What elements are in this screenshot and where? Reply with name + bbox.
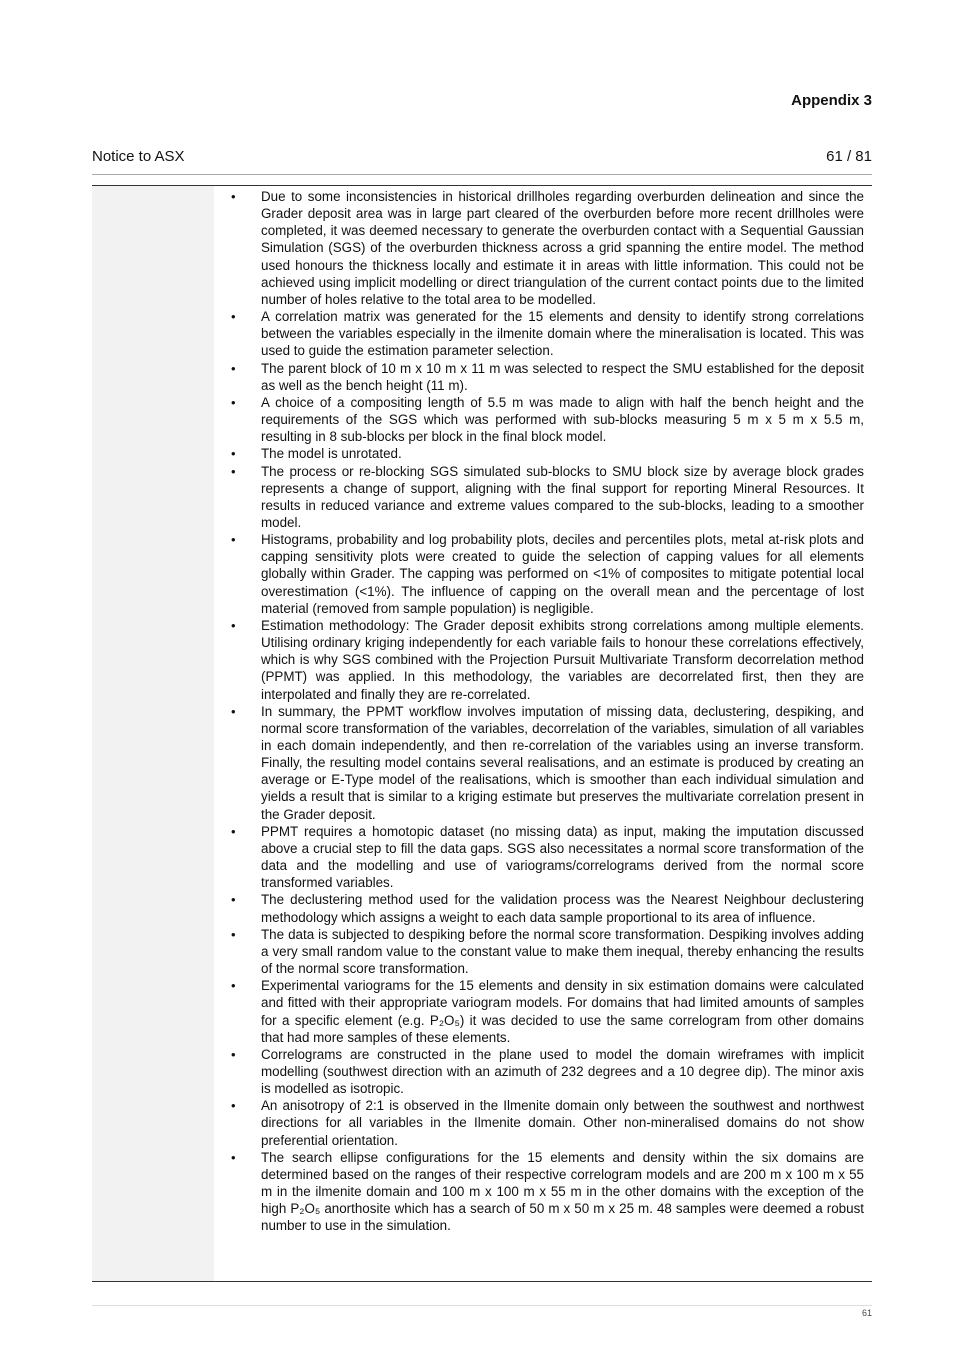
list-item bbox=[216, 394, 864, 445]
list-item-text: Correlograms are constructed in the plane used to model the domain wireframes with implicit modelling (southwest direction with an azimuth of 232 degrees and a 10 degree dip). The minor axis is modelled as isotropic. bbox=[261, 1046, 864, 1097]
document-title: Notice to ASX bbox=[92, 148, 185, 165]
page-indicator: 61 / 81 bbox=[826, 148, 872, 165]
footer-rule bbox=[92, 1305, 872, 1306]
table-bottom-border bbox=[92, 1281, 872, 1282]
list-item bbox=[216, 445, 864, 462]
list-item-text: A choice of a compositing length of 5.5 m was made to align with half the bench height and the requirements of the SGS which was performed with sub-blocks measuring 5 m x 5 m x 5.5 m, resulting in 8 sub-blocks per block in the final block model. bbox=[261, 394, 864, 445]
bullet-icon: • bbox=[231, 309, 236, 325]
list-item bbox=[216, 926, 864, 977]
list-item bbox=[216, 531, 864, 617]
table-content-cell bbox=[216, 188, 864, 1235]
list-item-text: The model is unrotated. bbox=[261, 446, 402, 462]
list-item-text: The declustering method used for the validation process was the Nearest Neighbour declustering methodology which assigns a weight to each data sample proportional to its area of influence. bbox=[261, 892, 864, 925]
list-item bbox=[216, 1046, 864, 1097]
list-item bbox=[216, 360, 864, 394]
list-item-text: The search ellipse configurations for the 15 elements and density within the six domains are determined based on the ranges of their respective correlogram models and are 200 m x 100 m x 55 m in the ilmenite domain and 100 m x 100 m x 55 m in the other domains with the exception of the high P₂O₅ anorthosite which has a search of 50 m x 50 m x 25 m. 48 samples were deemed a robust number to use in the simulation. bbox=[261, 1149, 864, 1234]
bullet-icon: • bbox=[231, 189, 236, 204]
list-item-text: PPMT requires a homotopic dataset (no missing data) as input, making the imputation discussed above a crucial step to fill the data gaps. SGS also necessitates a normal score transformation of the data and the modelling and use of variograms/correlograms derived from the normal score transformed variables. bbox=[261, 823, 864, 891]
bullet-list bbox=[216, 188, 864, 1235]
list-item bbox=[216, 308, 864, 359]
list-item bbox=[216, 188, 864, 308]
list-item-text: Experimental variograms for the 15 elements and density in six estimation domains were calculated and fitted with their appropriate variogram models. For domains that had limited amounts of samples for a specific element (e.g. P₂O₅) it was decided to use the same correlogram from other domains that had more samples of these elements. bbox=[261, 978, 864, 1045]
list-item-text: A correlation matrix was generated for the 15 elements and density to identify strong correlations between the variables especially in the ilmenite domain where the mineralisation is located. This was used to guide the estimation parameter selection. bbox=[261, 309, 864, 359]
bullet-icon: • bbox=[231, 892, 236, 908]
list-item bbox=[216, 891, 864, 925]
bullet-icon: • bbox=[231, 463, 236, 479]
bullet-icon: • bbox=[231, 360, 236, 376]
list-item bbox=[216, 977, 864, 1046]
bullet-icon: • bbox=[231, 446, 236, 462]
list-item-text: Estimation methodology: The Grader deposit exhibits strong correlations among multiple elements. Utilising ordinary kriging independently for each variable fails to honour these correlations effectively, which is why SGS combined with the Projection Pursuit Multivariate Transform decorrelation method (PPMT) was applied. In this methodology, the variables are decorrelated first, then they are interpolated and finally they are re-correlated. bbox=[261, 617, 864, 702]
list-item-text: In summary, the PPMT workflow involves imputation of missing data, declustering, despiking, and normal score transformation of the variables, decorrelation of the variables, simulation of all variables in each domain independently, and then re-correlation of the variables using an inverse transform. Finally, the resulting model contains several realisations, and an estimate is produced by creating an average or E-Type model of the realisations, which is smoother than each individual simulation and yields a result that is similar to a kriging estimate but preserves the multivariate correlation present in the Grader deposit. bbox=[261, 703, 864, 822]
bullet-icon: • bbox=[231, 617, 236, 633]
list-item-text: Due to some inconsistencies in historical drillholes regarding overburden delineation and since the Grader deposit area was in large part cleared of the overburden before more recent drillholes were completed, it was deemed necessary to generate the overburden contact with a Sequential Gaussian Simulation (SGS) of the overburden thickness across a grid spanning the entire model. The method used honours the thickness locally and estimate it in areas with little information. This could not be achieved using implicit modelling or direct triangulation of the current contact points due to the limited number of holes relative to the total area to be modelled. bbox=[261, 189, 864, 307]
list-item bbox=[216, 823, 864, 892]
bullet-icon: • bbox=[231, 532, 236, 548]
bullet-icon: • bbox=[231, 1149, 236, 1165]
bullet-icon: • bbox=[231, 1098, 236, 1114]
list-item-text: The process or re-blocking SGS simulated sub-blocks to SMU block size by average block grades represents a change of support, aligning with the final support for reporting Mineral Resources. It results in reduced variance and extreme values compared to the sub-blocks, leading to a smoother model. bbox=[261, 463, 864, 530]
appendix-label: Appendix 3 bbox=[791, 92, 872, 109]
table-left-column bbox=[92, 186, 214, 1281]
list-item bbox=[216, 703, 864, 823]
list-item-text: An anisotropy of 2:1 is observed in the Ilmenite domain only between the southwest and northwest directions for all variables in the Ilmenite domain. Other non-mineralised domains do not show preferential orientation. bbox=[261, 1098, 864, 1148]
list-item bbox=[216, 463, 864, 532]
list-item bbox=[216, 617, 864, 703]
bullet-icon: • bbox=[231, 978, 236, 994]
footer-page-number: 61 bbox=[861, 1308, 872, 1318]
bullet-icon: • bbox=[231, 926, 236, 942]
bullet-icon: • bbox=[231, 703, 236, 719]
list-item-text: The parent block of 10 m x 10 m x 11 m was selected to respect the SMU established for the deposit as well as the bench height (11 m). bbox=[261, 360, 864, 393]
bullet-icon: • bbox=[231, 1046, 236, 1062]
list-item-text: The data is subjected to despiking before the normal score transformation. Despiking involves adding a very small random value to the constant value to make them inequal, thereby enhancing the results of the normal score transformation. bbox=[261, 926, 864, 977]
bullet-icon: • bbox=[231, 394, 236, 410]
list-item bbox=[216, 1149, 864, 1235]
list-item bbox=[216, 1097, 864, 1148]
header-rule bbox=[92, 174, 872, 175]
bullet-icon: • bbox=[231, 823, 236, 839]
list-item-text: Histograms, probability and log probability plots, deciles and percentiles plots, metal at-risk plots and capping sensitivity plots were created to guide the selection of capping values for all elements globally within Grader. The capping was performed on <1% of composites to mitigate potential local overestimation (<1%). The influence of capping on the overall mean and the percentage of lost material (removed from sample population) is negligible. bbox=[261, 532, 864, 616]
